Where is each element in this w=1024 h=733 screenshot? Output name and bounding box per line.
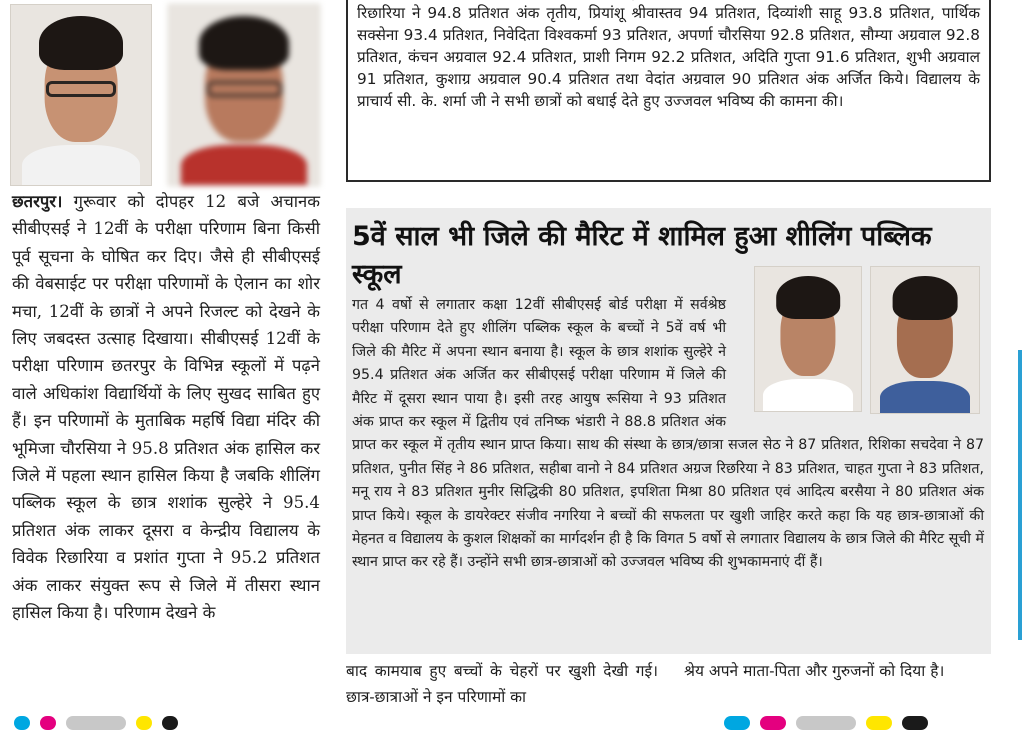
- left-column-article: [12, 188, 320, 627]
- photo-student-blurred: [168, 4, 320, 186]
- story-box: [346, 208, 991, 654]
- bottom-right-text: श्रेय अपने माता-पिता और गुरुजनों को दिया है।: [684, 662, 945, 680]
- registration-marks-right: [724, 716, 928, 730]
- reg-mark-gray: [796, 716, 856, 730]
- reg-mark-yellow: [136, 716, 152, 730]
- photo-shirt: [22, 145, 140, 186]
- photo-shirt: [181, 145, 307, 186]
- top-box-article: [346, 0, 991, 182]
- photo-glasses: [207, 81, 282, 97]
- margin-line: [1018, 350, 1022, 640]
- photo-hair: [39, 16, 123, 70]
- reg-mark-black: [162, 716, 178, 730]
- story-headline: 5वें साल भी जिले की मैरिट में शामिल हुआ शीलिंग पब्लिक स्कूल: [352, 221, 932, 290]
- reg-mark-yellow: [866, 716, 892, 730]
- reg-mark-black: [902, 716, 928, 730]
- reg-mark-magenta: [760, 716, 786, 730]
- story-body: [352, 294, 984, 575]
- bottom-middle-text: बाद कामयाब हुए बच्चों के चेहरों पर खुशी देखी गई। छात्र-छात्राओं ने इन परिणामों का: [346, 662, 658, 706]
- photo-student-glasses: [10, 4, 152, 186]
- photo-hair: [199, 16, 289, 70]
- story-body-text: गत 4 वर्षो से लगातार कक्षा 12वीं सीबीएसई बोर्ड परीक्षा में सर्वश्रेष्ठ परीक्षा परिणाम देते हुए शीलिंग पब्लिक स्कूल के बच्चों ने 5वें वर्ष भी जिले की मैरिट में अपना स्थान बनाया है। स्कूल के छात्र शशांक सुल्हेरे ने 95.4 प्रतिशत अंक अर्जित कर सीबीएसई परीक्षा परिणाम में जिले की मैरिट में दूसरा स्थान पाया है। इसी तरह आयुष रूसिया ने 93 प्रतिशत अंक प्राप्त कर स्कूल में द्वितीय एवं तनिष्क भंडारी ने 88.8 प्रतिशत अंक प्राप्त कर स्कूल में तृतीय स्थान प्राप्त किया। साथ की संस्था के छात्र/छात्रा सजल सेठ ने 87 प्रतिशत, रिशिका सचदेवा ने 87 प्रतिशत, पुनीत सिंह ने 86 प्रतिशत, सहीबा वानो ने 84 प्रतिशत अग्रज रिछरिया ने 83 प्रतिशत, चाहत गुप्ता ने 83 प्रतिशत, मनू राय ने 83 प्रतिशत मुनीर सिद्धिकी 80 प्रतिशत, इपशिता मिश्रा 80 प्रतिशत एवं आदित्य बरसैया ने 80 प्रतिशत अंक प्राप्त किये। स्कूल के डायरेक्टर संजीव नगरिया ने बच्चों की सफलता पर खुशी जाहिर करते कहा कि यह छात्र-छात्राओं की मेहनत व विद्यालय के कुशल शिक्षकों का मार्गदर्शन ही है कि विगत 5 वर्षो से लगातार विद्यालय के छात्र जिले की मैरिट सूची में स्थान प्राप्त कर रहे हैं। उन्होंने सभी छात्र-छात्राओं को उज्जवल भविष्य की शुभकामनाएं दीं हैं।: [352, 297, 984, 571]
- photo-float-space: [726, 294, 984, 430]
- reg-mark-cyan: [724, 716, 750, 730]
- registration-marks-left: [14, 716, 178, 730]
- reg-mark-gray: [66, 716, 126, 730]
- photo-glasses: [46, 81, 116, 97]
- left-column-text: गुरूवार को दोपहर 12 बजे अचानक सीबीएसई ने 12वीं के परीक्षा परिणाम बिना किसी पूर्व सूचना के घोषित कर दिए। जैसे ही सीबीएसई की वेबसाईट पर परीक्षा परिणामों के ऐलान का शोर मचा, 12वीं के छात्रों ने अपने रिजल्ट को देखने के लिए जबदस्त उत्साह दिखाया। सीबीएसई 12वीं के परीक्षा परिणाम छतरपुर के विभिन्न स्कूलों में पढ़ने वाले अधिकांश विद्यार्थियों के लिए सुखद साबित हुए हैं। इन परिणामों के मुताबिक महर्षि विद्या मंदिर की भूमिजा चौरसिया ने 95.8 प्रतिशत अंक हासिल कर जिले में पहला स्थान हासिल किया है जबकि शीलिंग पब्लिक स्कूल के छात्र शशांक सुल्हेरे ने 95.4 प्रतिशत अंक लाकर दूसरा व केन्द्रीय विद्यालय के विवेक रिछारिया व प्रशांत गुप्ता ने 95.2 प्रतिशत अंक लाकर संयुक्त रूप से जिले में तीसरा स्थान हासिल किया है। परिणाम देखने के: [12, 192, 320, 623]
- reg-mark-cyan: [14, 716, 30, 730]
- top-box-text: रिछारिया ने 94.8 प्रतिशत अंक तृतीय, प्रियांशू श्रीवास्तव 94 प्रतिशत, दिव्यांशी साहू 93.8 प्रतिशत, पार्थिक सक्सेना 93.4 प्रतिशत, निवेदिता विश्वकर्मा 93 प्रतिशत, अपर्णा चौरसिया 92.8 प्रतिशत, सौम्या अग्रवाल 92.8 प्रतिशत, कंचन अग्रवाल 92.4 प्रतिशत, प्राशी निगम 92.2 प्रतिशत, अदिति गुप्ता 91.6 प्रतिशत, शुभी अग्रवाल 91 प्रतिशत, कुशाग्र अग्रवाल 90.4 प्रतिशत तथा वेदांत अग्रवाल 90 प्रतिशत अंक अर्जित किये। विद्यालय के प्राचार्य सी. के. शर्मा जी ने सभी छात्रों को बधाई देते हुए उज्जवल भविष्य की कामना की।: [357, 4, 980, 110]
- article-dateline: छतरपुर।: [12, 191, 63, 211]
- reg-mark-magenta: [40, 716, 56, 730]
